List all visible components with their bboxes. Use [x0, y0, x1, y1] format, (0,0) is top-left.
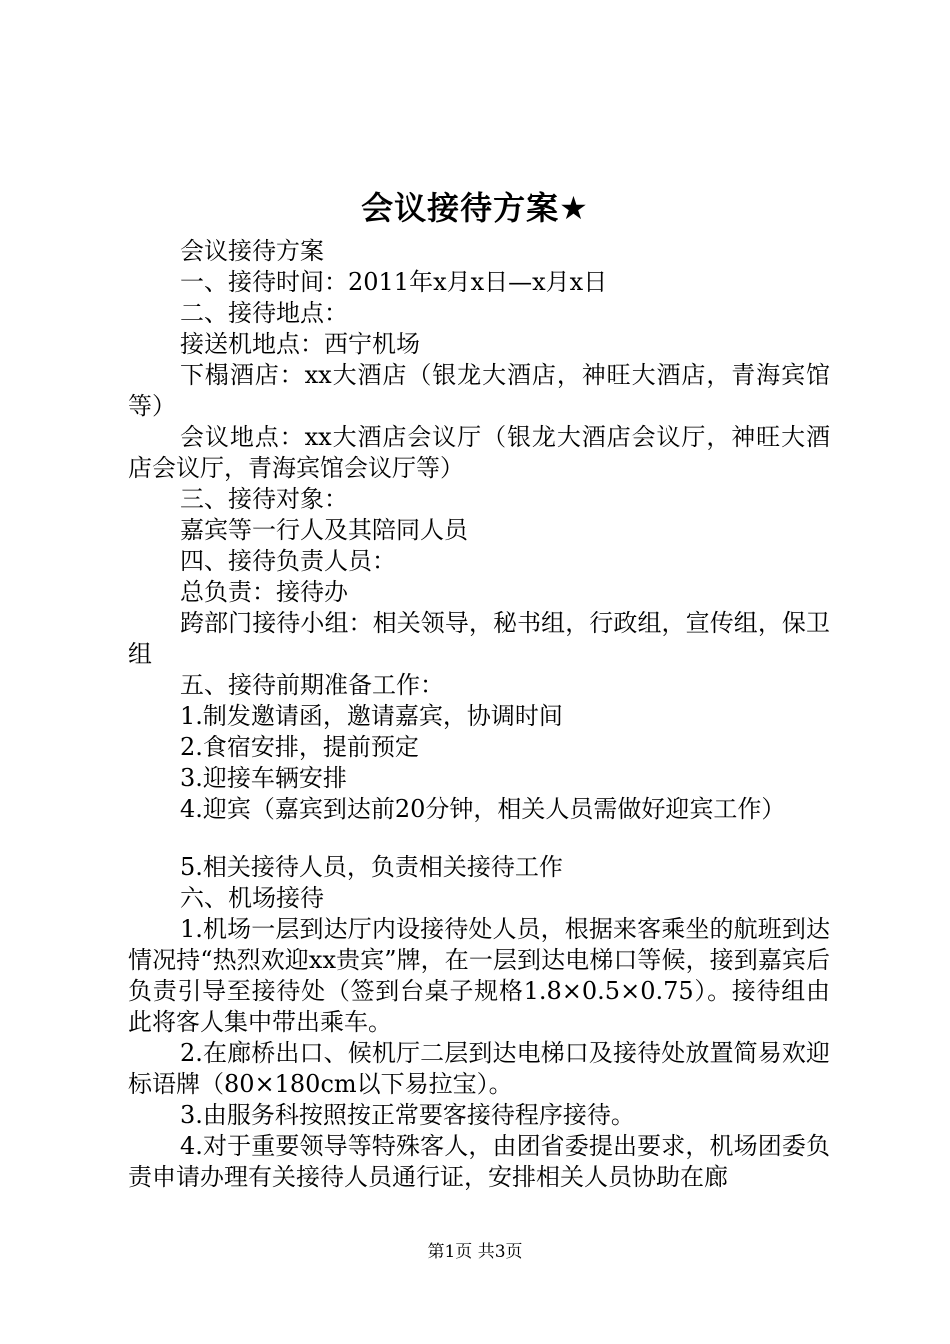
paragraph: 4.对于重要领导等特殊客人，由团省委提出要求，机场团委负责申请办理有关接待人员通行证，安排相关人员协助在廊 — [128, 1132, 830, 1191]
paragraph: 四、接待负责人员： — [180, 547, 396, 575]
paragraph: 3.迎接车辆安排 — [180, 764, 347, 792]
paragraph: 接送机地点：西宁机场 — [180, 330, 420, 358]
paragraph: 跨部门接待小组：相关领导，秘书组，行政组，宣传组，保卫组 — [128, 609, 830, 668]
paragraph: 下榻酒店：xx大酒店（银龙大酒店，神旺大酒店，青海宾馆等） — [128, 361, 830, 420]
document-title: 会议接待方案★ — [361, 189, 589, 227]
paragraph: 会议地点：xx大酒店会议厅（银龙大酒店会议厅，神旺大酒店会议厅，青海宾馆会议厅等） — [128, 423, 830, 482]
paragraph: 4.迎宾（嘉宾到达前20分钟，相关人员需做好迎宾工作） — [180, 795, 786, 823]
paragraph: 5.相关接待人员，负责相关接待工作 — [180, 853, 563, 881]
paragraph: 2.食宿安排，提前预定 — [180, 733, 419, 761]
paragraph: 三、接待对象： — [180, 485, 348, 513]
paragraph: 会议接待方案 — [180, 237, 324, 265]
paragraph: 1.制发邀请函，邀请嘉宾，协调时间 — [180, 702, 563, 730]
paragraph: 2.在廊桥出口、候机厅二层到达电梯口及接待处放置简易欢迎标语牌（80×180cm以下易拉宝）。 — [128, 1039, 830, 1098]
blank-line — [128, 825, 830, 852]
paragraph: 3.由服务科按照按正常要客接待程序接待。 — [180, 1101, 635, 1129]
document-body — [128, 236, 830, 1193]
paragraph: 一、接待时间：2011年x月x日—x月x日 — [180, 268, 608, 296]
paragraph: 六、机场接待 — [180, 884, 324, 912]
page-footer: 第1页 共3页 — [427, 1242, 523, 1262]
paragraph: 1.机场一层到达厅内设接待处人员，根据来客乘坐的航班到达情况持“热烈欢迎xx贵宾”牌，在一层到达电梯口等候，接到嘉宾后负责引导至接待处（签到台桌子规格1.8×0.5×0.75）。接待组由此将客人集中带出乘车。 — [128, 915, 830, 1036]
paragraph: 二、接待地点： — [180, 299, 348, 327]
paragraph: 五、接待前期准备工作： — [180, 671, 444, 699]
paragraph: 嘉宾等一行人及其陪同人员 — [180, 516, 468, 544]
paragraph: 总负责：接待办 — [180, 578, 348, 606]
